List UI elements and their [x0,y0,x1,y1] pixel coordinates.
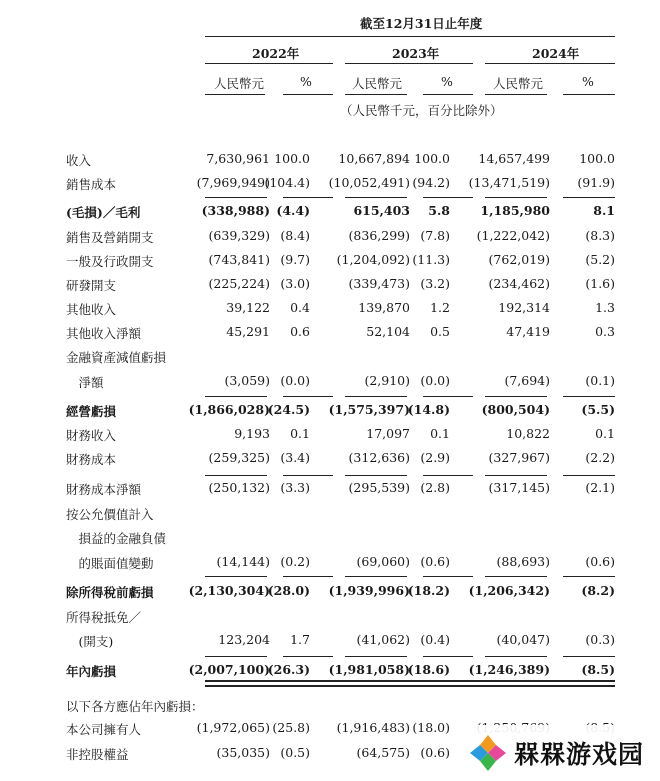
row-value: (13,471,519) [468,175,550,190]
row-value: 0.4 [290,300,310,315]
row-value: (1,206,342) [468,583,550,598]
table-row [0,151,660,171]
row-value: (18.0) [412,720,450,735]
attribution-heading: 以下各方應佔年內虧損： [66,699,204,714]
rule-sub-d1 [205,576,267,577]
row-value: (94.2) [412,175,450,190]
row-value: (1.6) [585,276,615,291]
row-value: 1.3 [595,300,615,315]
row-value: 1.7 [290,632,310,647]
row-value: 10,822 [506,426,550,441]
row-value: 100.0 [579,151,615,166]
row-value: (639,329) [208,228,270,243]
row-value: (2,130,304) [188,583,270,598]
percent-label-2024: % [582,74,594,89]
row-value: (3.3) [280,480,310,495]
watermark-text: 槑槑游戏园 [514,740,645,769]
year-2023: 2023年 [392,46,440,61]
year-rule-2024 [485,63,615,64]
row-value: (18.6) [407,662,450,677]
year-rule-2022 [205,63,333,64]
rule-sub-a3 [345,197,407,198]
rule-sub-d2 [283,576,333,577]
row-value: (1,916,483) [336,720,410,735]
row-value: (35,035) [216,745,270,760]
row-value: (836,299) [348,228,410,243]
table-row [0,608,660,628]
row-value: 0.1 [595,426,615,441]
row-value: (0.5) [280,745,310,760]
row-value: (2.1) [585,480,615,495]
rule-sub-c1 [205,475,267,476]
row-value: (5.5) [581,402,615,417]
row-value: (14.8) [407,402,450,417]
row-value: (0.1) [585,373,615,388]
table-row [0,228,660,248]
row-value: (339,473) [348,276,410,291]
row-value: 139,870 [358,300,410,315]
row-value: (9.7) [280,252,310,267]
sub-rule-3 [345,94,407,95]
rule-sub-b1 [205,396,267,397]
currency-label-2024: 人民幣元 [493,76,544,91]
row-value: 123,204 [218,632,270,647]
table-row [0,554,660,574]
row-value: 5.8 [428,203,450,218]
row-value: (3.2) [420,276,450,291]
row-label: 財務成本 [66,452,117,467]
row-label: 淨額 [66,375,104,390]
table-row [0,505,660,525]
row-value: (10,052,491) [328,175,410,190]
sub-rule-5 [485,94,547,95]
row-label: 研發開支 [66,278,117,293]
row-value: (69,060) [356,554,410,569]
row-value: (64,575) [356,745,410,760]
row-value: (2.8) [420,480,450,495]
row-value: (3.4) [280,450,310,465]
row-value: 615,403 [353,203,410,218]
rule-sub-d4 [423,576,473,577]
row-value: (1,204,092) [336,252,410,267]
table-row [0,203,660,223]
table-row [0,583,660,603]
row-value: (8.3) [585,228,615,243]
row-value: (743,841) [208,252,270,267]
row-value: (295,539) [348,480,410,495]
row-value: (259,325) [208,450,270,465]
row-value: (14,144) [216,554,270,569]
row-value: (26.3) [267,662,310,677]
table-row [0,662,660,682]
row-label: 經營虧損 [66,404,117,419]
table-row [0,373,660,393]
row-value: (800,504) [481,402,550,417]
sub-rule-2 [283,94,333,95]
row-value: (25.8) [272,720,310,735]
rule-sub-c6 [563,475,615,476]
row-value: (1,575,397) [328,402,410,417]
row-value: (3,059) [224,373,270,388]
row-label: 金融資產減值虧損 [66,350,167,365]
row-value: (0.2) [280,554,310,569]
row-value: 17,097 [366,426,410,441]
row-value: (1,222,042) [476,228,550,243]
row-value: 52,104 [366,324,410,339]
year-2024: 2024年 [532,46,580,61]
row-value: (762,019) [488,252,550,267]
row-value: (0.6) [420,554,450,569]
row-value: 39,122 [226,300,270,315]
rule-sub-b2 [283,396,333,397]
rule-sub-a4 [423,197,473,198]
rule-sub-e5 [485,656,547,657]
currency-label-2022: 人民幣元 [214,76,265,91]
rule-sub-c3 [345,475,407,476]
header-rule [205,36,615,37]
table-row [0,324,660,344]
row-value: (8.2) [581,583,615,598]
rule-sub-a5 [485,197,547,198]
row-label: 非控股權益 [66,747,129,762]
row-value: (104.4) [264,175,310,190]
row-value: (225,224) [208,276,270,291]
row-value: 100.0 [274,151,310,166]
row-value: 10,667,894 [338,151,410,166]
rule-sub-e4 [423,656,473,657]
row-value: 0.5 [430,324,450,339]
row-value: 1,185,980 [480,203,550,218]
currency-label-2023: 人民幣元 [352,76,403,91]
rule-sub-c5 [485,475,547,476]
row-label: 本公司擁有人 [66,722,142,737]
rule-sub-c2 [283,475,333,476]
row-value: (11.3) [412,252,450,267]
period-header: 截至12月31日止年度 [360,16,483,31]
table-row [0,480,660,500]
row-label: 銷售及營銷開支 [66,230,154,245]
table-row [0,300,660,320]
row-value: (327,967) [488,450,550,465]
row-label: 其他收入淨額 [66,326,142,341]
row-label: 一般及行政開支 [66,254,154,269]
row-label: 其他收入 [66,302,117,317]
rule-sub-e2 [283,656,333,657]
row-value: (8.5) [581,662,615,677]
row-label: (開支) [66,634,114,649]
row-value: (2,910) [364,373,410,388]
row-label: 銷售成本 [66,177,117,192]
row-value: (250,132) [208,480,270,495]
row-value: (18.2) [407,583,450,598]
row-label: 損益的金融負債 [66,531,167,546]
row-value: 100.0 [414,151,450,166]
rule-sub-d5 [485,576,547,577]
table-row [0,402,660,422]
row-value: (1,939,996) [328,583,410,598]
row-label: 收入 [66,153,92,168]
row-value: (5.2) [585,252,615,267]
row-label: 年內虧損 [66,664,117,679]
row-value: (317,145) [488,480,550,495]
row-value: 47,419 [506,324,550,339]
row-label: 財務成本淨額 [66,482,142,497]
row-value: 7,630,961 [206,151,270,166]
rule-sub-b4 [423,396,473,397]
row-value: (28.0) [267,583,310,598]
row-value: 8.1 [593,203,615,218]
row-value: 45,291 [226,324,270,339]
table-row [0,450,660,470]
row-value: (338,988) [201,203,270,218]
row-value: (234,462) [488,276,550,291]
rule-sub-b3 [345,396,407,397]
row-value: 0.3 [595,324,615,339]
rule-sub-d6 [563,576,615,577]
rule-sub-b5 [485,396,547,397]
row-value: (0.3) [585,632,615,647]
rule-sub-a6 [563,197,615,198]
row-value: (8.4) [280,228,310,243]
row-label: 財務收入 [66,428,117,443]
table-row [0,175,660,195]
year-rule-2023 [345,63,473,64]
row-value: 14,657,499 [478,151,550,166]
row-value: (1,866,028) [188,402,270,417]
row-value: 0.1 [290,426,310,441]
table-row [0,252,660,272]
rule-sub-a1 [205,197,267,198]
row-value: 9,193 [234,426,270,441]
row-value: (2,007,100) [188,662,270,677]
sub-rule-1 [205,94,265,95]
row-value: 0.6 [290,324,310,339]
row-value: (0.4) [420,632,450,647]
rule-sub-d3 [345,576,407,577]
row-value: (41,062) [356,632,410,647]
unit-note: （人民幣千元，百分比除外） [340,103,503,118]
rule-sub-c4 [423,475,473,476]
row-label: 按公允價值計入 [66,507,154,522]
row-value: (3.0) [280,276,310,291]
row-value: (2.9) [420,450,450,465]
row-value: (40,047) [496,632,550,647]
table-row [0,529,660,549]
row-value: (7,694) [504,373,550,388]
rule-sub-e3 [345,656,407,657]
row-value: (7.8) [420,228,450,243]
row-value: (4.4) [276,203,310,218]
row-value: (1,981,058) [328,662,410,677]
rule-sub-b6 [563,396,615,397]
row-value: (0.0) [420,373,450,388]
table-row [0,348,660,368]
table-row [0,632,660,652]
table-row [0,426,660,446]
percent-label-2022: % [300,74,312,89]
total-double-rule [205,680,615,687]
watermark [458,725,660,781]
row-label: 除所得稅前虧損 [66,585,154,600]
row-label: 的賬面值變動 [66,556,154,571]
row-value: (24.5) [267,402,310,417]
percent-label-2023: % [441,74,453,89]
row-value: (91.9) [577,175,615,190]
row-label: 所得稅抵免／ [66,610,142,625]
diamond-logo-icon [466,731,510,775]
row-value: (0.6) [420,745,450,760]
rule-sub-a2 [283,197,333,198]
row-value: (7,969,949) [196,175,270,190]
row-value: (1,972,065) [196,720,270,735]
row-value: (88,693) [496,554,550,569]
sub-rule-4 [423,94,473,95]
row-value: 192,314 [498,300,550,315]
table-row [0,276,660,296]
rule-sub-e6 [563,656,615,657]
rule-sub-e1 [205,656,267,657]
year-2022: 2022年 [252,46,300,61]
row-value: (2.2) [585,450,615,465]
row-value: (0.0) [280,373,310,388]
row-value: (0.6) [585,554,615,569]
row-value: 0.1 [430,426,450,441]
row-value: 1.2 [430,300,450,315]
sub-rule-6 [563,94,615,95]
row-label: (毛損)／毛利 [66,205,141,220]
row-value: (1,246,389) [468,662,550,677]
row-value: (312,636) [348,450,410,465]
